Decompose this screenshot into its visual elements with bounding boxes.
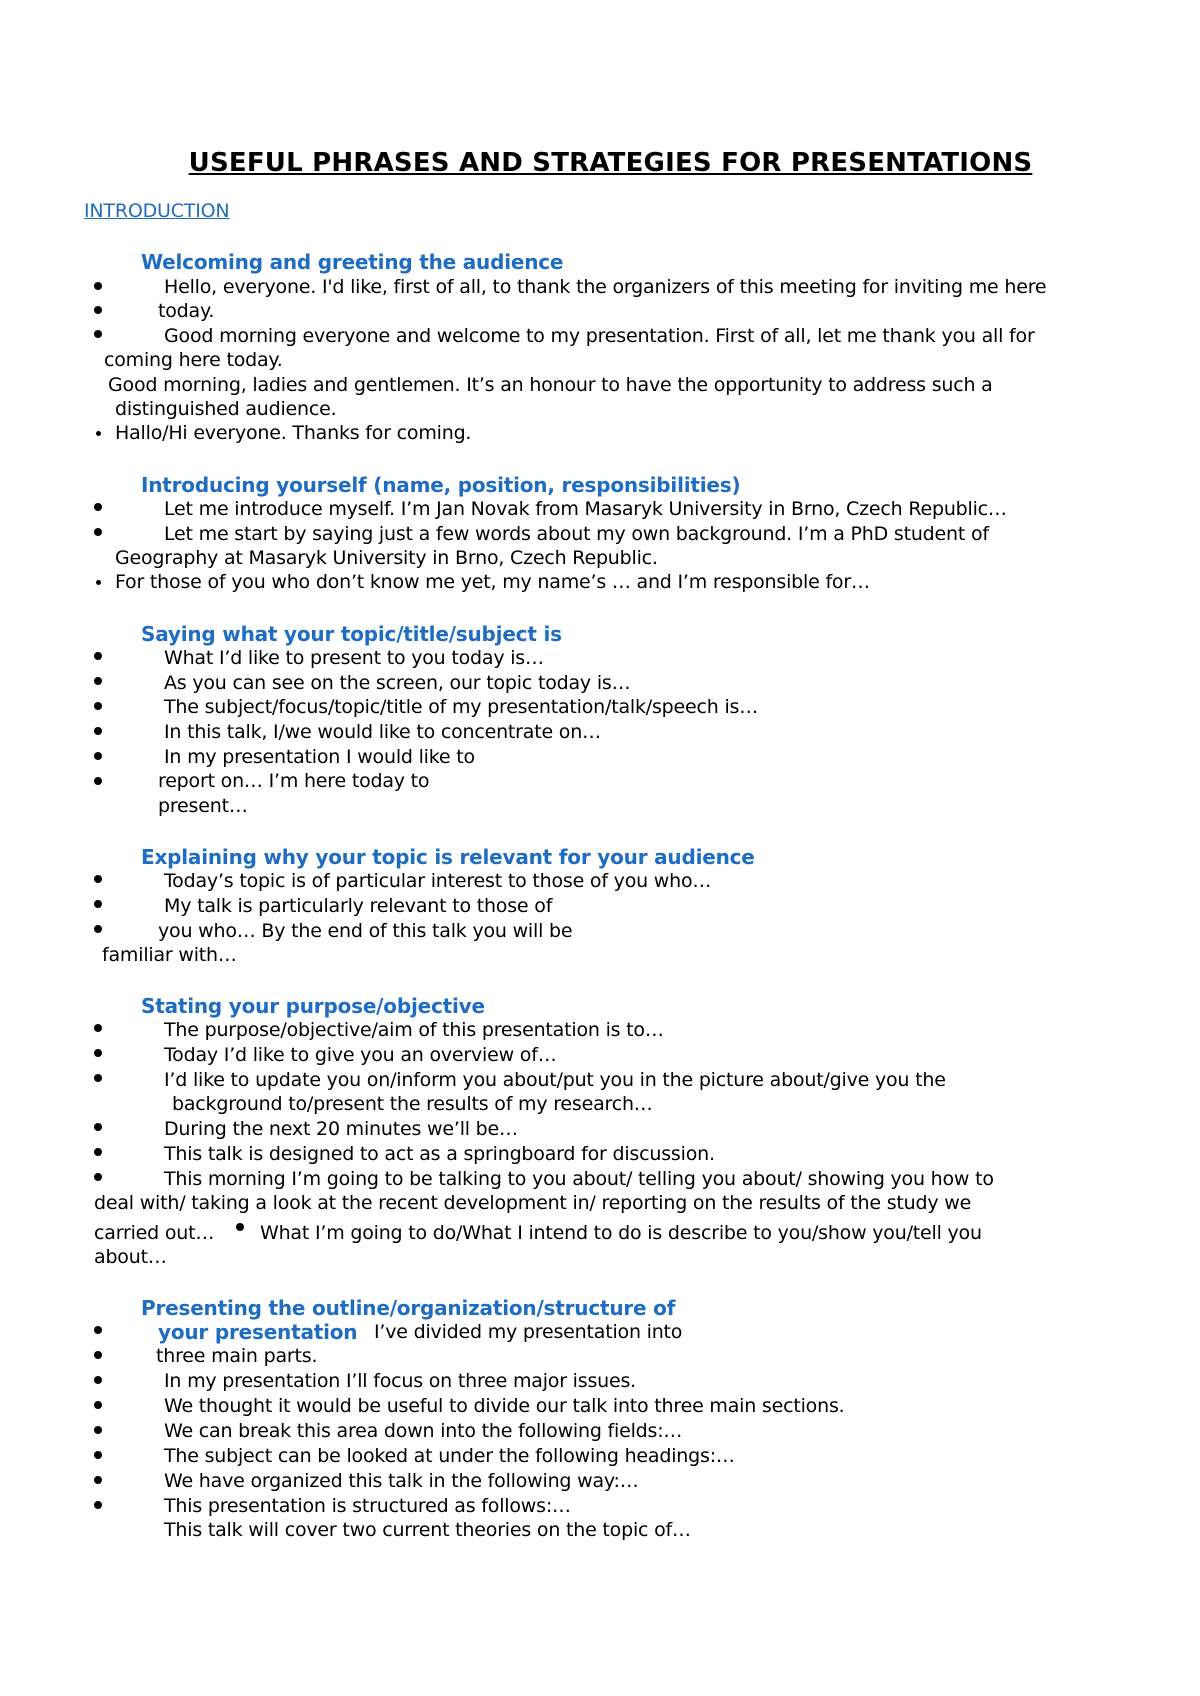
bullet-icon	[94, 1451, 102, 1459]
list-item: The subject/focus/topic/title of my presentation/talk/speech is…	[164, 696, 759, 718]
bullet-icon	[94, 900, 102, 908]
bullet-icon	[94, 1173, 102, 1181]
bullet-icon	[94, 1476, 102, 1484]
bullet-icon	[94, 1426, 102, 1434]
bullet-icon	[94, 925, 102, 933]
bullet-icon	[94, 677, 102, 685]
bullet-icon	[94, 1049, 102, 1057]
bullet-icon	[94, 1326, 102, 1334]
list-item: In this talk, I/we would like to concentrate on…	[164, 721, 601, 743]
list-item: I’d like to update you on/inform you about/put you in the picture about/give you the	[164, 1069, 946, 1091]
section-heading-introducing-yourself: Introducing yourself (name, position, responsibilities)	[141, 473, 741, 497]
list-item: coming here today.	[104, 349, 283, 371]
bullet-icon	[94, 503, 102, 511]
bullet-icon	[94, 330, 102, 338]
bullet-icon	[236, 1223, 244, 1231]
list-item: Today I’d like to give you an overview of…	[164, 1044, 557, 1066]
bullet-icon	[94, 727, 102, 735]
list-item: In my presentation I would like to	[164, 746, 475, 768]
list-item: What I’m going to do/What I intend to do is describe to you/show you/tell you	[260, 1222, 982, 1244]
bullet-icon	[94, 752, 102, 760]
list-item: familiar with…	[102, 944, 237, 966]
list-item: background to/present the results of my research…	[172, 1093, 653, 1115]
list-item: This talk will cover two current theories on the topic of…	[164, 1519, 691, 1541]
bullet-icon	[94, 1376, 102, 1384]
list-item: Hallo/Hi everyone. Thanks for coming.	[115, 422, 472, 444]
list-item: about…	[94, 1246, 167, 1268]
bullet-icon	[94, 702, 102, 710]
list-item: What I’d like to present to you today is…	[164, 647, 544, 669]
bullet-icon	[96, 431, 101, 436]
list-item: today.	[158, 300, 215, 322]
section-heading-relevance: Explaining why your topic is relevant for your audience	[141, 845, 755, 869]
list-item: Hello, everyone. I'd like, first of all, to thank the organizers of this meeting for inviting me here	[164, 276, 1047, 298]
list-item: The purpose/objective/aim of this presentation is to…	[164, 1019, 664, 1041]
list-item: We have organized this talk in the following way:…	[164, 1470, 639, 1492]
bullet-icon	[94, 875, 102, 883]
list-item: I’ve divided my presentation into	[374, 1321, 683, 1343]
list-item: distinguished audience.	[115, 398, 337, 420]
list-item: carried out…	[94, 1222, 215, 1244]
list-item: Let me start by saying just a few words about my own background. I’m a PhD student of	[164, 523, 989, 545]
list-item: The subject can be looked at under the following headings:…	[164, 1445, 735, 1467]
bullet-icon	[94, 652, 102, 660]
bullet-icon	[94, 1401, 102, 1409]
section-heading-outline: Presenting the outline/organization/structure of	[141, 1296, 676, 1320]
list-item: Good morning, ladies and gentlemen. It’s an honour to have the opportunity to address such a	[108, 374, 993, 396]
list-item: During the next 20 minutes we’ll be…	[164, 1118, 518, 1140]
list-item: For those of you who don’t know me yet, my name’s … and I’m responsible for…	[115, 571, 870, 593]
list-item: We can break this area down into the following fields:…	[164, 1420, 683, 1442]
list-item: deal with/ taking a look at the recent development in/ reporting on the results of the study we	[94, 1192, 972, 1214]
list-item: My talk is particularly relevant to those of	[164, 895, 553, 917]
bullet-icon	[94, 1501, 102, 1509]
bullet-icon	[94, 1148, 102, 1156]
list-item: We thought it would be useful to divide our talk into three main sections.	[164, 1395, 845, 1417]
list-item: This presentation is structured as follows:…	[164, 1495, 571, 1517]
bullet-icon	[94, 777, 102, 785]
list-item: Today’s topic is of particular interest to those of you who…	[164, 870, 712, 892]
list-item: report on… I’m here today to	[158, 770, 430, 792]
bullet-icon	[94, 306, 102, 314]
list-item: In my presentation I’ll focus on three major issues.	[164, 1370, 637, 1392]
list-item: present…	[158, 795, 248, 817]
bullet-icon	[94, 1074, 102, 1082]
bullet-icon	[94, 282, 102, 290]
list-item: Good morning everyone and welcome to my presentation. First of all, let me thank you all for	[164, 325, 1035, 347]
list-item: This talk is designed to act as a springboard for discussion.	[164, 1143, 715, 1165]
list-item: you who… By the end of this talk you will be	[158, 920, 573, 942]
section-heading-purpose: Stating your purpose/objective	[141, 994, 485, 1018]
page-title: USEFUL PHRASES AND STRATEGIES FOR PRESENTATIONS	[188, 148, 1033, 178]
list-item: Let me introduce myself. I’m Jan Novak from Masaryk University in Brno, Czech Republic…	[164, 498, 1007, 520]
bullet-icon	[94, 1024, 102, 1032]
bullet-icon	[94, 1351, 102, 1359]
section-heading-welcoming: Welcoming and greeting the audience	[141, 250, 564, 274]
introduction-heading: INTRODUCTION	[84, 200, 230, 222]
list-item: This morning I’m going to be talking to you about/ telling you about/ showing you how to	[164, 1168, 994, 1190]
section-heading-outline-cont: your presentation	[158, 1320, 358, 1344]
list-item: Geography at Masaryk University in Brno, Czech Republic.	[115, 547, 658, 569]
list-item: As you can see on the screen, our topic today is…	[164, 672, 631, 694]
bullet-icon	[94, 528, 102, 536]
bullet-icon	[96, 580, 101, 585]
section-heading-topic: Saying what your topic/title/subject is	[141, 622, 562, 646]
list-item: three main parts.	[156, 1345, 318, 1367]
bullet-icon	[94, 1123, 102, 1131]
